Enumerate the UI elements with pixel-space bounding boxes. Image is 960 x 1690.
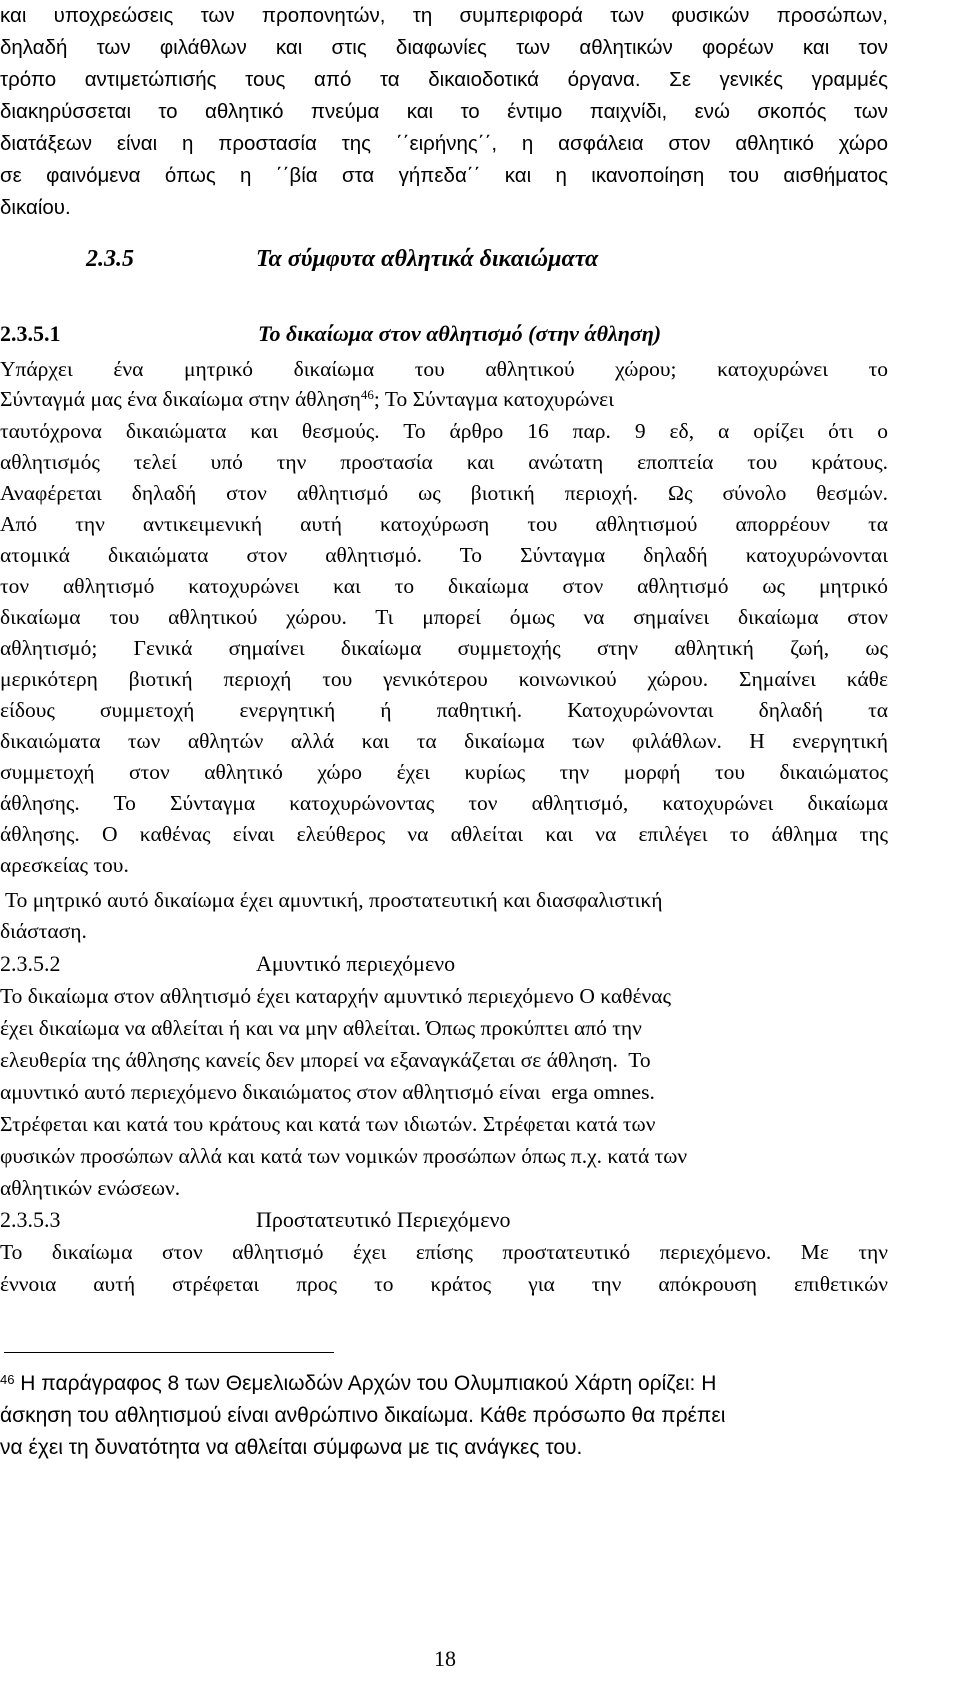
footnote-marker: 46 [0,1372,15,1387]
text-line: τον αθλητισμό κατοχυρώνει και το δικαίωμα στον αθλητισμό ως μητρικό [0,574,888,598]
footnote [0,1368,874,1464]
text-line: Το δικαίωμα στον αθλητισμό έχει επίσης προστατευτικό περιεχόμενο. Με την [0,1240,888,1264]
text-line: δικαίου. [0,196,71,219]
text-line: Από την αντικειμενική αυτή κατοχύρωση του αθλητισμού απορρέουν τα [0,512,888,536]
text-line: Το δικαίωμα στον αθλητισμό έχει καταρχήν αμυντικό περιεχόμενο Ο καθένας [0,984,672,1008]
text-line: άθλησης. Το Σύνταγμα κατοχυρώνοντας τον αθλητισμό, κατοχυρώνει δικαίωμα [0,791,888,815]
text-line: τρόπο αντιμετώπισής τους από τα δικαιοδοτικά όργανα. Σε γενικές γραμμές [0,68,888,91]
text-line: αρεσκείας του. [0,853,129,877]
text-fragment: Σύνταγμά μας ένα δικαίωμα στην άθληση [0,387,361,411]
text-line: αθλητισμό; Γενικά σημαίνει δικαίωμα συμμετοχής στην αθλητική ζωή, ως [0,636,888,660]
text-line: Αναφέρεται δηλαδή στον αθλητισμό ως βιοτική περιοχή. Ως σύνολο θεσμών. [0,481,888,505]
footnote-line: άσκηση του αθλητισμού είναι ανθρώπινο δικαίωμα. Κάθε πρόσωπο θα πρέπει [0,1404,726,1427]
footnote-text: Η παράγραφος 8 των Θεμελιωδών Αρχών του Ολυμπιακού Χάρτη ορίζει: Η [14,1372,717,1395]
text-line: Στρέφεται και κατά του κράτους και κατά των ιδιωτών. Στρέφεται κατά των [0,1112,656,1136]
text-line-with-footnote [0,385,614,413]
text-line: φυσικών προσώπων αλλά και κατά των νομικών προσώπων όπως π.χ. κατά των [0,1144,688,1168]
text-line: άθλησης. Ο καθένας είναι ελεύθερος να αθλείται και να επιλέγει το άθλημα της [0,822,888,846]
text-line: Το μητρικό αυτό δικαίωμα έχει αμυντική, προστατευτική και διασφαλιστική [0,888,663,912]
text-line: ελευθερία της άθλησης κανείς δεν μπορεί να εξαναγκάζεται σε άθληση. Το [0,1048,651,1072]
text-line: συμμετοχή στον αθλητικό χώρο έχει κυρίως την μορφή του δικαιώματος [0,760,888,784]
text-line: δικαιώματα των αθλητών αλλά και τα δικαίωμα των φιλάθλων. Η ενεργητική [0,729,888,753]
footnote-separator [4,1352,334,1353]
text-line: Υπάρχει ένα μητρικό δικαίωμα του αθλητικού χώρου; κατοχυρώνει το [0,357,888,381]
text-line: διακηρύσσεται το αθλητικό πνεύμα και το έντιμο παιχνίδι, ενώ σκοπός των [0,100,888,123]
page-number: 18 [434,1646,456,1671]
subsection-number: 2.3.5.1 [0,321,61,346]
text-line: σε φαινόμενα όπως η ΄΄βία στα γήπεδα΄΄ και η ικανοποίηση του αισθήματος [0,164,888,187]
text-line: ατομικά δικαιώματα στον αθλητισμό. Το Σύνταγμα δηλαδή κατοχυρώνονται [0,543,888,567]
text-line: έννοια αυτή στρέφεται προς το κράτος για την απόκρουση επιθετικών [0,1272,888,1296]
text-line: και υποχρεώσεις των προπονητών, τη συμπεριφορά των φυσικών προσώπων, [0,4,888,27]
subsection-number: 2.3.5.2 [0,951,61,976]
text-line: αμυντικό αυτό περιεχόμενο δικαιώματος στον αθλητισμό είναι erga omnes. [0,1080,655,1104]
section-number: 2.3.5 [86,246,134,272]
subsection-title: Αμυντικό περιεχόμενο [256,951,456,976]
text-line: είδους συμμετοχή ενεργητική ή παθητική. Κατοχυρώνονται δηλαδή τα [0,698,888,722]
text-line: αθλητισμός τελεί υπό την προστασία και ανώτατη εποπτεία του κράτους. [0,450,888,474]
text-line: διατάξεων είναι η προστασία της ΄΄ειρήνης΄΄, η ασφάλεια στον αθλητικό χώρο [0,132,888,155]
section-title: Τα σύμφυτα αθλητικά δικαιώματα [256,246,599,272]
text-line: αθλητικών ενώσεων. [0,1176,181,1200]
text-line: δικαίωμα του αθλητικού χώρου. Τι μπορεί όμως να σημαίνει δικαίωμα στον [0,605,888,629]
footnote-ref[interactable]: 46 [360,387,374,402]
footnote-line [0,1368,874,1400]
footnote-line: να έχει τη δυνατότητα να αθλείται σύμφωνα με τις ανάγκες του. [0,1436,583,1459]
subsection-title: Το δικαίωμα στον αθλητισμό (στην άθληση) [258,321,662,346]
text-line: ταυτόχρονα δικαιώματα και θεσμούς. Το άρθρο 16 παρ. 9 εδ, α ορίζει ότι ο [0,419,888,443]
text-line: μερικότερη βιοτική περιοχή του γενικότερου κοινωνικού χώρου. Σημαίνει κάθε [0,667,888,691]
subsection-title: Προστατευτικό Περιεχόμενο [256,1207,511,1232]
text-line: διάσταση. [0,919,87,943]
text-line: δηλαδή των φιλάθλων και στις διαφωνίες των αθλητικών φορέων και τον [0,36,888,59]
text-fragment: ; Το Σύνταγμα κατοχυρώνει [373,387,614,411]
text-line: έχει δικαίωμα να αθλείται ή και να μην αθλείται. Όπως προκύπτει από την [0,1016,642,1040]
subsection-number: 2.3.5.3 [0,1207,61,1232]
